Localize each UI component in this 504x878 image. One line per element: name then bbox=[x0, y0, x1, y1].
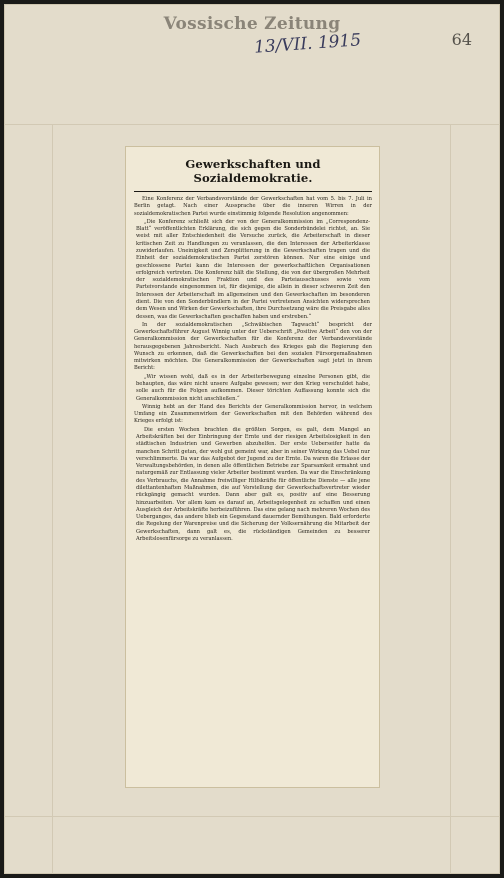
fold-line-left bbox=[52, 124, 53, 874]
headline-rule bbox=[134, 191, 372, 192]
newspaper-clipping bbox=[126, 147, 379, 787]
fold-line-right bbox=[450, 124, 451, 874]
page-number: 64 bbox=[451, 30, 472, 49]
article-paragraph: „Wir wissen wohl, daß es in der Arbeiterbewegung einzelne Personen gibt, die behaupten, das wäre nicht unsere Aufgabe gewesen; wer den Krieg verschuldet habe, solle auch für die Folgen aufkommen. Dieser törichten Auffassung konnte sich die Generalkommission nicht anschließen.“ bbox=[136, 373, 370, 402]
fold-line-top bbox=[4, 124, 500, 125]
article-paragraph: Eine Konferenz der Verbandsvorstände der Gewerkschaften hat vom 5. bis 7. Juli in Berlin getagt. Nach einer Aussprache über die inneren Wirren in der sozialdemokratischen Partei wurde einstimmig folgende Resolution angenommen: bbox=[134, 196, 372, 217]
handwritten-date: 13/VII. 1915 bbox=[253, 30, 362, 58]
archive-sheet bbox=[4, 4, 500, 874]
article-paragraph: Winnig hebt an der Hand des Berichts der Generalkommission hervor, in welchem Umfang ein Zusammenwirken der Gewerkschaften mit den Behörden während des Krieges erfolgt ist: bbox=[134, 403, 372, 425]
fold-line-bottom bbox=[4, 816, 500, 817]
article-paragraph: Die ersten Wochen brachten die größten Sorgen, es galt, dem Mangel an Arbeitskräften bei der Einbringung der Ernte und der riesigen Arbeitslosigkeit in den städtischen Industrien und Gewerben abzuhelfen. Der erste Ueberseifer hatte da manchen Schritt getan, der wohl gut gemeint war, aber in seiner Wirkung das Uebel nur verschlimmerte. Da war das Aufgebot der Jugend zu der Ernte. Da waren die Erlasse der Verwaltungsbehörden, in denen alle öffentlichen Betriebe zur Sparsamkeit ermahnt und naturgemäß zur Entlassung vieler Arbeiter bestimmt wurden. Da war die Einschränkung des Verbrauchs, die Annahme freiwilliger Hilfskräfte für öffentliche Dienste — alle jene dilettantenhaften Maßnahmen, die auf Vorstellung der Gewerkschaftsvertreter wieder rückgängig gemacht wurden. Dann aber galt es, positiv auf eine Besserung hinzuarbeiten. Vor allem kam es darauf an, Arbeitsgelegenheit zu schaffen und einen Ausgleich der Arbeitskräfte herbeizuführen. Das eine gelang nach mehreren Wochen des Ueberganges, das andere blieb ein Gegenstand dauernder Bemühungen. Bald erforderte die Regelung der Warenpreise und die Sicherung der Volksernährung die Mitarbeit der Gewerkschaften, dann galt es, die rückständigen Gemeinden zu besserer Arbeitslosenfürsorge zu veranlassen. bbox=[136, 426, 370, 542]
newspaper-masthead: Vossische Zeitung bbox=[163, 14, 341, 34]
article-headline: Gewerkschaften und Sozialdemokratie. bbox=[185, 157, 321, 185]
article-paragraph: „Die Konferenz schließt sich der von der Generalkommission im „Correspondenz-Blatt“ veröffentlichten Erklärung, die sich gegen die Sonderbündelei richtet, an. Sie weist mit aller Entschiedenheit die Versuche zurück, die Arbeiterschaft in dieser kritischen Zeit zu Handlungen zu veranlassen, die den Interessen der Arbeiterklasse zuwiderlaufen. Uneinigkeit und Zersplitterung in die Gewerkschaften tragen und die Einheit der sozialdemokratischen Partei zerstören können. Nur eine einige und geschlossene Partei kann die Interessen der gewerkschaftlichen Organisationen erfolgreich vertreten. Die Konferenz hält die Stellung, die von der übergroßen Mehrheit der sozialdemokratischen Fraktion und des Parteiausschusses sowie vom Parteivorstande eingenommen ist, für diejenige, die allein in dieser schweren Zeit den Interessen der Arbeiterschaft im allgemeinen und den Gewerkschaften im besonderen dient. Die von den Sonderbündlern in der Partei vertretenen Ansichten widersprechen dem Wesen und Wirken der Gewerkschaften, ihre Durchsetzung wäre die Preisgabe alles dessen, was die Gewerkschaften geschaffen haben und erstreben.“ bbox=[136, 218, 370, 320]
article-paragraph: In der sozialdemokratischen „Schwäbischen Tagwacht“ bespricht der Gewerkschaftsführer August Winnig unter der Ueberschrift „Positive Arbeit“ den von der Generalkommission der Gewerkschaften für die Konferenz der Verbandsvorstände herausgegebenen Jahresbericht. Nach Ausbruch des Krieges gab die Regierung den Wunsch zu erkennen, daß die Gewerkschaften bei den sozialen Fürsorgemaßnahmen mitwirken möchten. Die Generalkommission der Gewerkschaften sagt jetzt in ihrem Bericht: bbox=[134, 321, 372, 372]
